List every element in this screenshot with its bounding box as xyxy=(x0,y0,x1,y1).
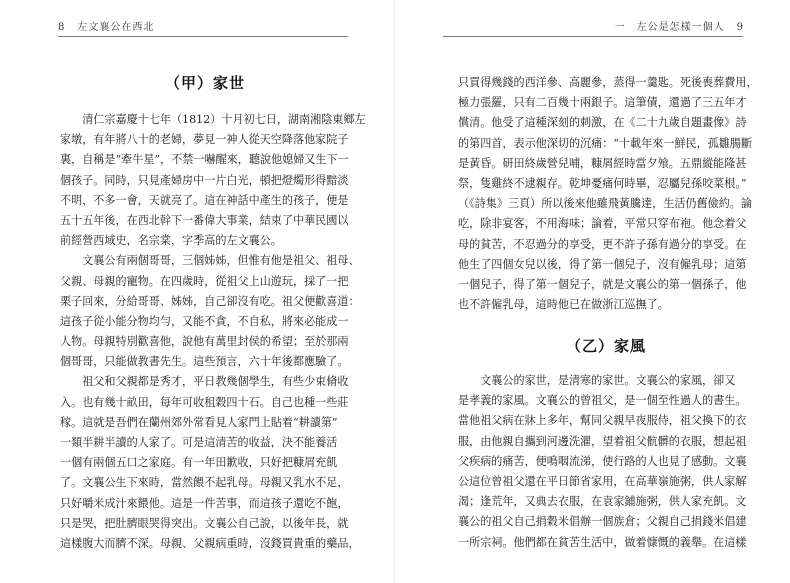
text-line: 一個兒子，得了第一個兒子，就是文襄公的第一個孫子，他 xyxy=(458,277,747,291)
text-line: 入。也有幾十畝田，每年可收租穀四十石。自己也種一些莊 xyxy=(60,395,349,409)
text-line: 也不許僱乳母，這時他已在做浙江巡撫了。 xyxy=(458,298,669,312)
right-running-head xyxy=(615,18,744,33)
right-header-rule xyxy=(443,36,743,37)
section-title-family-tradition: （乙）家風 xyxy=(566,337,647,355)
text-line: 公這位曾祖父還在平日節省家用，在高華嶺施粥，供人家解 xyxy=(458,474,747,488)
right-body-text-bottom xyxy=(458,371,746,553)
text-line: 償清。他受了這種深刻的刺激，在《二十九歲自題畫像》詩 xyxy=(458,116,747,130)
text-line: 文襄公的家世，是清寒的家世。文襄公的家風，卻又 xyxy=(458,374,736,387)
right-body-text-top xyxy=(458,73,758,315)
left-header-rule xyxy=(58,36,348,37)
text-line: 只買得幾錢的西洋參、高麗參，蒸得一羹匙。死後喪葬費用， xyxy=(458,76,758,89)
text-line: 是黃昏。研田終歲營兒哺，糠屑經時當夕飧。五鼎縱能隆甚 xyxy=(458,156,747,170)
text-line: 文襄公有兩個哥哥，三個姊姊，但惟有他是祖父、祖母、 xyxy=(60,254,360,268)
text-line: 襄公的祖父自己捐穀米倡辦一個族倉；父親自己捐錢米倡建 xyxy=(458,515,747,529)
text-line: 只好嚼米成汁來餵他。這是一件苦事，而這孩子還吃不飽， xyxy=(60,496,349,510)
text-line: （《詩集》三頁）所以後來他雖飛黃騰達，生活仍舊儉約。論 xyxy=(458,197,752,211)
text-line: 母的貧苦，不忍過分的享受，更不許子孫有過分的享受。在 xyxy=(458,237,747,251)
text-line: 極力張羅，只有二百幾十兩銀子。這筆債，還過了三五年才 xyxy=(458,96,747,110)
right-running-title: 一 左公是怎樣一個人 xyxy=(614,22,725,33)
left-running-head xyxy=(58,18,154,33)
text-line: 這孩子從小能分物均勻，又能不貪，不自私，將來必能成一 xyxy=(60,314,349,328)
text-line: 清仁宗嘉慶十七年（1812）十月初七日，湖南湘陰東鄉左 xyxy=(60,113,366,126)
text-line: 一個有兩個五口之家庭。有一年田歉收，只好把糠屑充飢 xyxy=(60,456,338,470)
text-line: 裏，自稱是“牽牛星”，不禁一嚇醒來，聽說他媳婦又生下一 xyxy=(60,153,349,167)
text-line: 父親、母親的寵物。在四歲時，從祖父上山遊玩，採了一把 xyxy=(60,274,349,288)
text-line: 只是哭，把肚臍眼哭得突出。文襄公自己說，以後年長，就 xyxy=(60,516,349,530)
left-running-title: 左文襄公在西北 xyxy=(77,22,155,33)
left-page-number: 8 xyxy=(58,22,66,33)
text-line: 不明，不多一會，天就亮了。這在神話中產生的孩子，便是 xyxy=(60,193,349,207)
text-line: 服，由他親自攜到河邊洗濯，望着祖父骯髒的衣服，想起祖 xyxy=(458,434,747,448)
text-line: 他生了四個女兒以後，得了第一個兒子，沒有僱乳母；這第 xyxy=(458,257,747,271)
text-line: 祭，隻雞終不逮親存。乾坤憂痛何時畢，忍屬兒孫咬菜根。” xyxy=(458,176,747,190)
text-line: 渴；逢荒年，又典去衣服，在袁家鋪施粥，供人家充飢。文 xyxy=(458,495,747,509)
section-title-family-background: （甲）家世 xyxy=(165,74,246,92)
text-line: 前經營西域史，名宗棠，字季高的左文襄公。 xyxy=(60,234,282,248)
right-page-number: 9 xyxy=(736,22,744,33)
text-line: 個哥哥，只能做教書先生。這些預言，六十年後都應驗了。 xyxy=(60,355,349,369)
text-line: 了。文襄公生下來時，當然餵不起乳母。母親又乳水不足， xyxy=(60,476,349,490)
left-body-text xyxy=(60,110,366,554)
text-line: 這樣腹大而臍不深。母親、父親病重時，沒錢買貴重的藥品， xyxy=(60,536,360,550)
text-line: 一類半耕半讀的人家了。可是這清苦的收益，決不能養活 xyxy=(60,436,338,449)
text-line: 一所宗祠。他們都在貧苦生活中，做着慷慨的義舉。在這樣 xyxy=(458,535,747,549)
text-line: 栗子回來，分給哥哥、姊姊，自己卻沒有吃。祖父便歡喜道： xyxy=(60,294,360,308)
text-line: 是孝義的家風。文襄公的曾祖父，是一個至性過人的書生。 xyxy=(458,394,747,408)
text-line: 吃，除非宴客，不用海味；論着，平常只穿布袍。他念着父 xyxy=(458,217,747,231)
text-line: 家墩，有年將八十的老婦，夢見一神人從天空降落他家院子 xyxy=(60,133,349,147)
text-line: 稼。這就是吾們在蘭州郊外常看見人家門上貼着“耕讀第” xyxy=(60,415,338,429)
text-line: 當他祖父病在牀上多年，幫同父親早夜服侍，祖父換下的衣 xyxy=(458,414,747,428)
text-line: 五十五年後，在西北幹下一番偉大事業，結束了中華民國以 xyxy=(60,213,349,227)
text-line: 的第四首，表示他深切的沉痛：“十載年來一鮮民，孤雛腸斷 xyxy=(458,136,753,150)
text-line: 祖父和父親都是秀才，平日教幾個學生，有些少束脩收 xyxy=(60,375,349,389)
right-page xyxy=(395,0,790,583)
text-line: 個孩子。同時，只見產婦房中一片白光，頓把燈燭形得黯淡 xyxy=(60,173,349,187)
text-line: 人物。母親特別歡喜他，說他有萬里封侯的希望；至於那兩 xyxy=(60,335,349,349)
text-line: 父疾病的痛苦，便鳴咽流涕，使行路的人也見了感動。文襄 xyxy=(458,454,747,468)
